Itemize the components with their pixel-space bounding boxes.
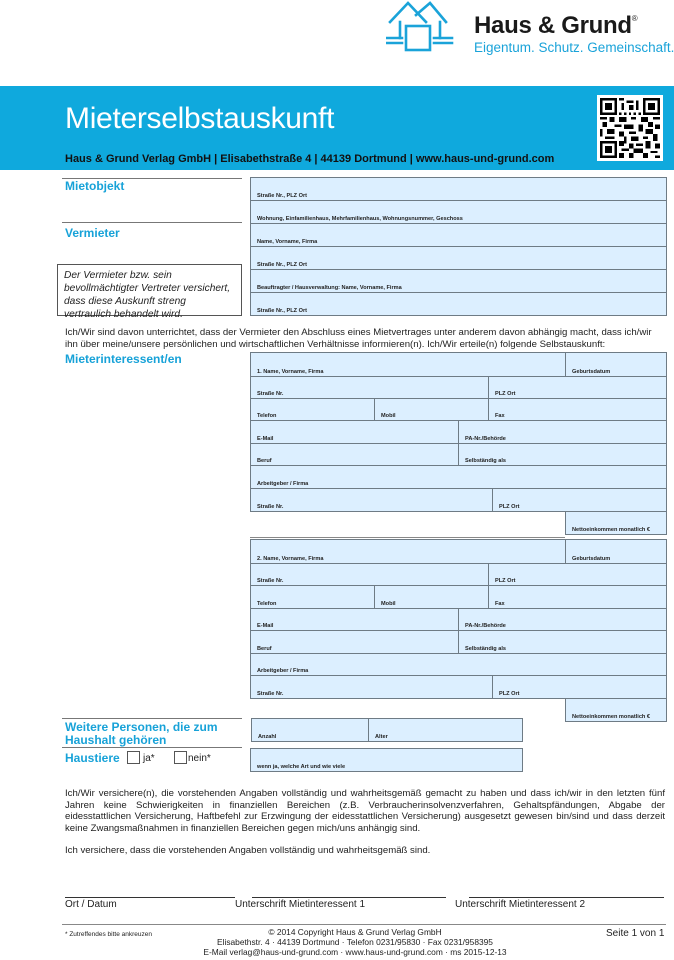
signature-tenant2-label: Unterschrift Mietinteressent 2 <box>455 899 586 910</box>
section-weitere-personen: Weitere Personen, die zum Haushalt gehören <box>65 720 218 747</box>
field-household-count[interactable]: Anzahl <box>251 718 369 742</box>
section-divider <box>62 718 242 719</box>
field-tenant1-birthdate[interactable]: Geburtsdatum <box>565 352 667 377</box>
footer-copyright: © 2014 Copyright Haus & Grund Verlag GmbH Elisabethstr. 4 · 44139 Dortmund · Telefon 0231/95830 · Fax 0231/958395 E-Mail verlag@haus-und-grund.com · www.haus-und-grund.com · ms 2015-12-13 <box>203 927 507 957</box>
field-tenant1-mobile[interactable]: Mobil <box>374 398 489 421</box>
field-pets-details[interactable]: wenn ja, welche Art und wie viele <box>250 748 523 772</box>
field-tenant1-fax[interactable]: Fax <box>488 398 667 421</box>
field-tenant1-employer-plz[interactable]: PLZ Ort <box>492 488 667 512</box>
field-tenant2-birthdate[interactable]: Geburtsdatum <box>565 539 667 564</box>
field-tenant1-plz[interactable]: PLZ Ort <box>488 376 667 399</box>
field-tenant2-selfemployed[interactable]: Selbständig als <box>458 630 667 654</box>
signature-line-tenant2[interactable] <box>469 897 664 898</box>
pets-no-label: nein* <box>188 753 211 764</box>
field-tenant1-name[interactable]: 1. Name, Vorname, Firma <box>250 352 566 377</box>
field-tenant1-phone[interactable]: Telefon <box>250 398 375 421</box>
field-household-age[interactable]: Alter <box>368 718 523 742</box>
field-tenant2-name[interactable]: 2. Name, Vorname, Firma <box>250 539 566 564</box>
footnote: * Zutreffendes bitte ankreuzen <box>65 931 152 938</box>
field-tenant1-selfemployed[interactable]: Selbständig als <box>458 443 667 466</box>
field-property-type[interactable]: Wohnung, Einfamilienhaus, Mehrfamilienhaus, Wohnungsnummer, Geschoss <box>250 200 667 224</box>
field-tenant2-phone[interactable]: Telefon <box>250 585 375 609</box>
page-number: Seite 1 von 1 <box>606 928 665 939</box>
field-tenant1-email[interactable]: E-Mail <box>250 420 459 444</box>
declaration-short: Ich versichere, dass die vorstehenden Angaben vollständig und wahrheitsgemäß sind. <box>65 845 431 856</box>
field-tenant2-income[interactable]: Nettoeinkommen monatlich € <box>565 698 667 722</box>
field-tenant2-job[interactable]: Beruf <box>250 630 459 654</box>
confidentiality-notice: Der Vermieter bzw. sein bevollmächtigter Vertreter versichert, dass diese Auskunft streng vertraulich behandelt wird. <box>57 264 242 316</box>
section-divider <box>62 222 242 223</box>
field-tenant2-mobile[interactable]: Mobil <box>374 585 489 609</box>
field-tenant2-email[interactable]: E-Mail <box>250 608 459 631</box>
signature-line-place-date[interactable] <box>65 897 235 898</box>
pets-no-checkbox[interactable] <box>174 751 187 764</box>
field-tenant2-plz[interactable]: PLZ Ort <box>488 563 667 586</box>
brand-title: Haus & Grund® <box>474 12 638 39</box>
field-tenant1-income[interactable]: Nettoeinkommen monatlich € <box>565 511 667 535</box>
field-agent-address[interactable]: Straße Nr., PLZ Ort <box>250 292 667 316</box>
field-agent-name[interactable]: Beauftragter / Hausverwaltung: Name, Vorname, Firma <box>250 269 667 293</box>
section-vermieter: Vermieter <box>65 226 120 240</box>
section-mieterinteressent: Mieterinteressent/en <box>65 352 182 366</box>
field-property-address[interactable]: Straße Nr., PLZ Ort <box>250 177 667 201</box>
house-logo-icon <box>386 0 456 54</box>
field-tenant2-employer-street[interactable]: Straße Nr. <box>250 675 493 699</box>
field-tenant1-street[interactable]: Straße Nr. <box>250 376 489 399</box>
declaration-text: Ich/Wir versichere(n), die vorstehenden Angaben vollständig und wahrheitsgemäß gemacht zu haben und dass ich/wir in den letzten fünf Jahren keine Schwierigkeiten in finanziellen Bereichen (z.B. Verbraucherinsolvenzverfahren, Gehaltspfändungen, Abgabe der eidesstattlichen Versicherung, Haftbefehl zur Erzwingung der eidesstattlichen Versicherung) ausgesetzt gewesen bin/sind und dass derzeit keine Zwangsmaßnahmen in finanziellen Bereichen gegen mich/uns anhängig sind. <box>65 788 665 834</box>
signature-line-tenant1[interactable] <box>252 897 446 898</box>
field-tenant2-fax[interactable]: Fax <box>488 585 667 609</box>
qr-code-icon <box>597 95 663 161</box>
field-tenant2-street[interactable]: Straße Nr. <box>250 563 489 586</box>
place-date-label: Ort / Datum <box>65 899 117 910</box>
section-haustiere: Haustiere <box>65 751 120 765</box>
field-tenant1-job[interactable]: Beruf <box>250 443 459 466</box>
section-divider <box>250 537 565 538</box>
pets-yes-checkbox[interactable] <box>127 751 140 764</box>
field-tenant2-id[interactable]: PA-Nr./Behörde <box>458 608 667 631</box>
field-tenant1-employer[interactable]: Arbeitgeber / Firma <box>250 465 667 489</box>
section-divider <box>62 747 242 748</box>
signature-tenant1-label: Unterschrift Mietinteressent 1 <box>235 899 366 910</box>
field-tenant2-employer[interactable]: Arbeitgeber / Firma <box>250 653 667 676</box>
field-landlord-name[interactable]: Name, Vorname, Firma <box>250 223 667 247</box>
pets-yes-label: ja* <box>143 753 155 764</box>
brand-tagline: Eigentum. Schutz. Gemeinschaft. <box>474 40 674 55</box>
publisher-info: Haus & Grund Verlag GmbH | Elisabethstraße 4 | 44139 Dortmund | www.haus-und-grund.com <box>65 153 555 165</box>
footer-divider <box>62 924 666 925</box>
intro-text: Ich/Wir sind davon unterrichtet, dass der Vermieter den Abschluss eines Mietvertrages unter anderem davon abhängig macht, dass ich/wir ihn über meine/unsere persönlichen und wirtschaftlichen Verhältnisse informieren(n). Ich/Wir erteile(n) folgende Selbstauskunft: <box>65 327 652 350</box>
field-tenant2-employer-plz[interactable]: PLZ Ort <box>492 675 667 699</box>
field-landlord-address[interactable]: Straße Nr., PLZ Ort <box>250 246 667 270</box>
field-tenant1-id[interactable]: PA-Nr./Behörde <box>458 420 667 444</box>
field-tenant1-employer-street[interactable]: Straße Nr. <box>250 488 493 512</box>
page-title: Mieterselbstauskunft <box>65 102 335 135</box>
section-mietobjekt: Mietobjekt <box>65 179 125 193</box>
